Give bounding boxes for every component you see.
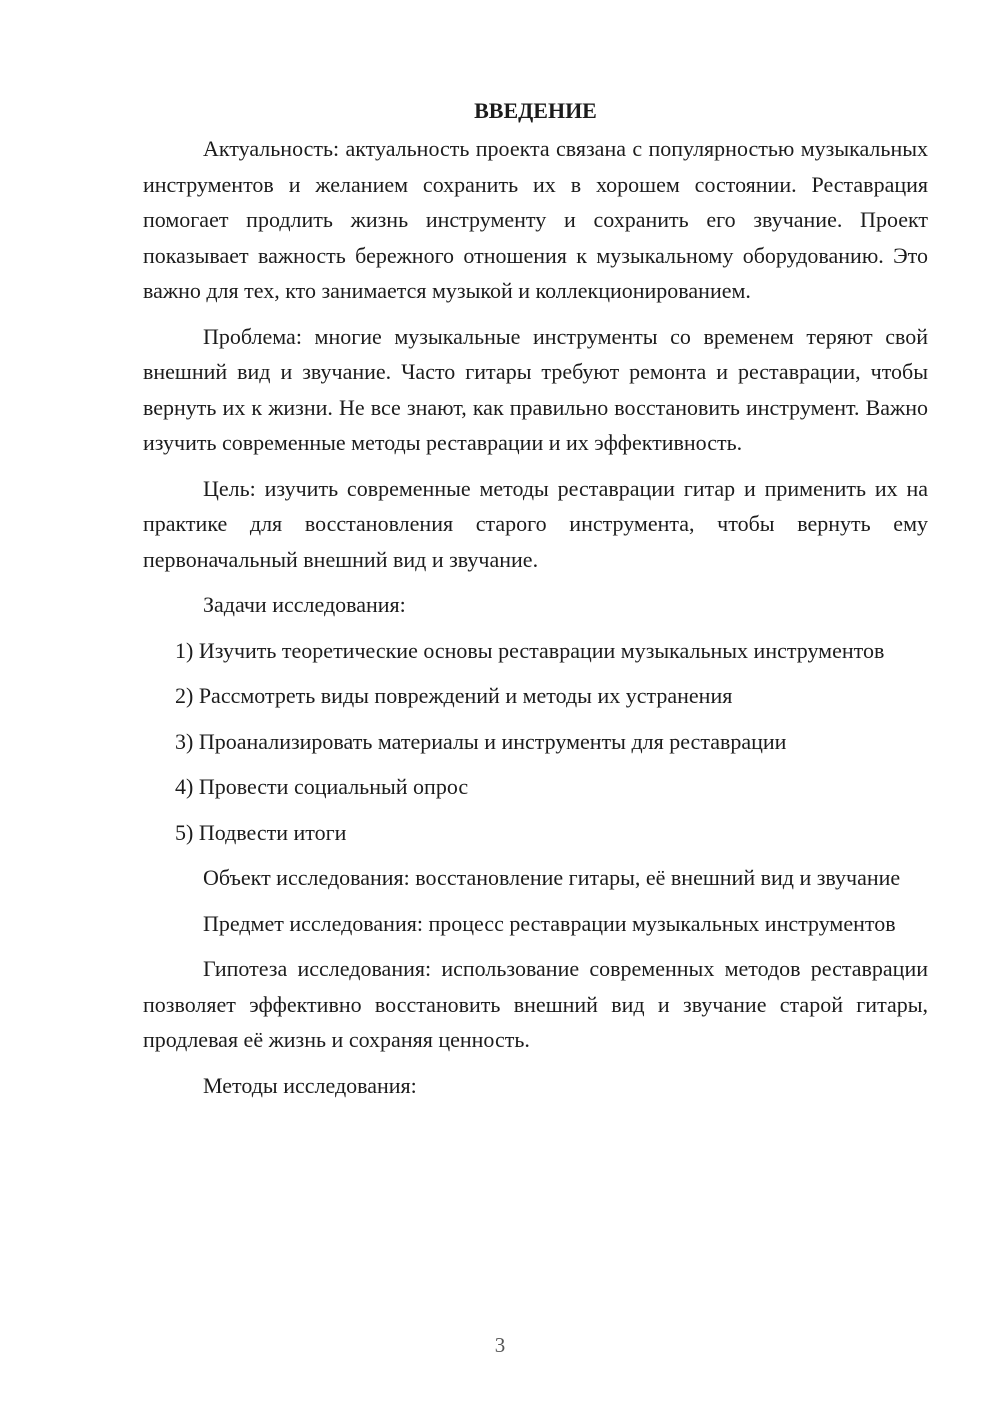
list-item: 5) Подвести итоги: [175, 819, 347, 845]
paragraph-hypothesis: Гипотеза исследования: использование современных методов реставрации позволяет эффективно восстановить внешний вид и звучание старой гитары, продлевая её жизнь и сохраняя ценность.: [143, 956, 928, 1052]
paragraph-object: Объект исследования: восстановление гитары, её внешний вид и звучание: [203, 865, 901, 890]
paragraph-problem: Проблема: многие музыкальные инструменты со временем теряют свой внешний вид и звучание. Часто гитары требуют ремонта и реставрации, чтобы вернуть их к жизни. Не все знают, как правильно восстановить инструмент. Важно изучить современные методы реставрации и их эффективность.: [143, 323, 928, 455]
page-content: [143, 96, 928, 1113]
list-item: 2) Рассмотреть виды повреждений и методы их устранения: [175, 683, 733, 708]
tasks-heading: Задачи исследования:: [203, 592, 406, 617]
list-item: 3) Проанализировать материалы и инструменты для реставрации: [175, 728, 787, 754]
list-item: 4) Провести социальный опрос: [175, 774, 469, 799]
page-title: ВВЕДЕНИЕ: [474, 98, 597, 123]
list-item: 1) Изучить теоретические основы реставрации музыкальных инструментов: [175, 637, 885, 663]
paragraph-relevance: Актуальность: актуальность проекта связана с популярностью музыкальных инструментов и желанием сохранить их в хорошем состоянии. Реставрация помогает продлить жизнь инструменту и сохранить его звучание. Проект показывает важность бережного отношения к музыкальному оборудованию. Это важно для тех, кто занимается музыкой и коллекционированием.: [143, 136, 928, 303]
page-number: 3: [494, 1333, 506, 1357]
paragraph-subject: Предмет исследования: процесс реставрации музыкальных инструментов: [203, 910, 896, 936]
tasks-list: [143, 633, 928, 851]
paragraph-goal: Цель: изучить современные методы реставрации гитар и применить их на практике для восстановления старого инструмента, чтобы вернуть ему первоначальный внешний вид и звучание.: [143, 475, 928, 572]
methods-heading: Методы исследования:: [203, 1072, 417, 1098]
